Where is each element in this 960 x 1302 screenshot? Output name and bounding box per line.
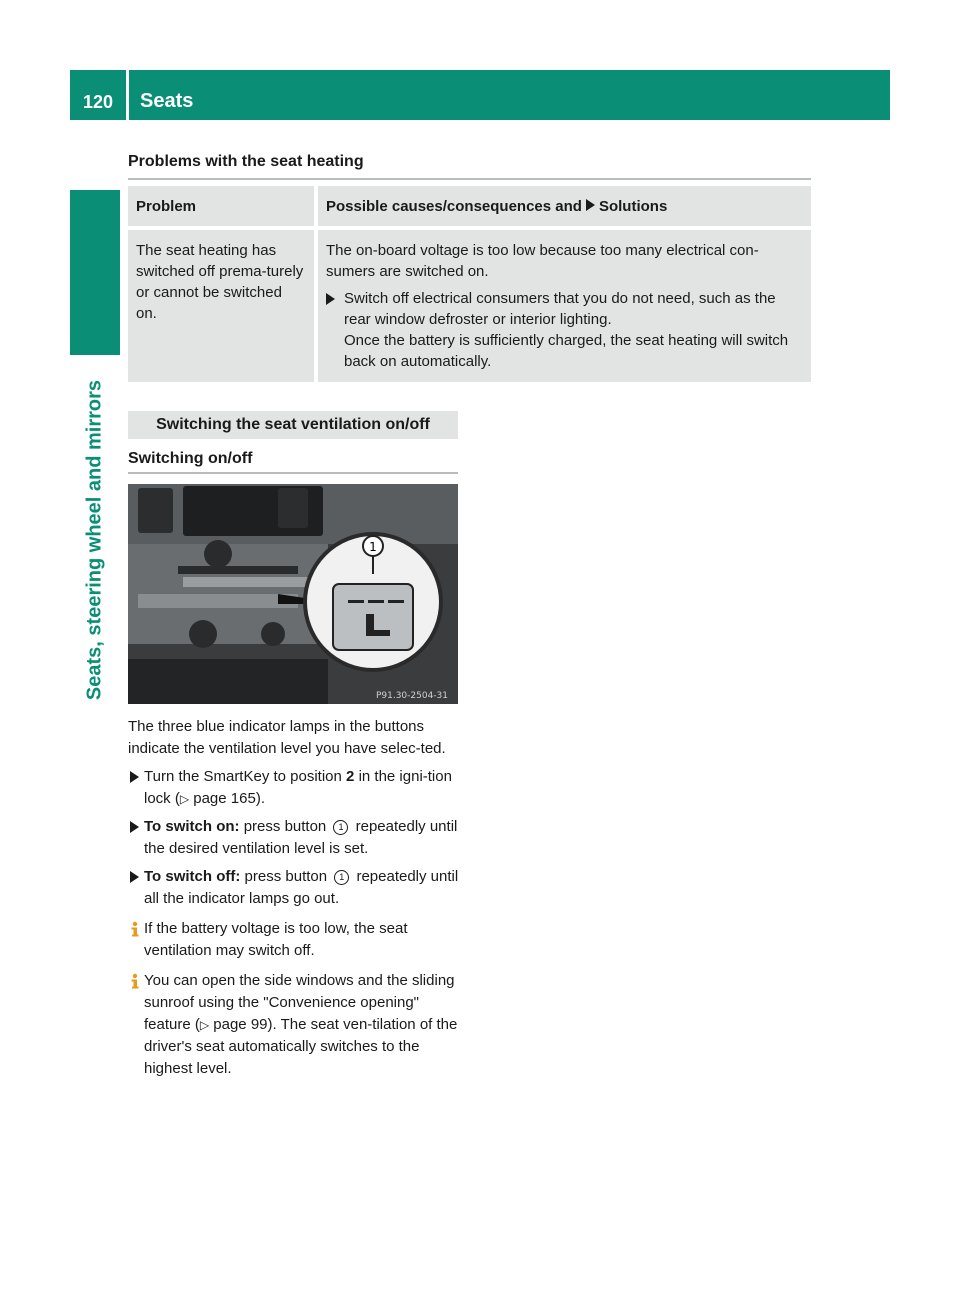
subsection-rule [128,472,458,474]
figure-callout-1: 1 [369,540,377,554]
step-2 [128,816,463,860]
col-header-causes [316,186,811,228]
ventilation-body [128,716,463,1086]
table-header-row [128,186,811,228]
step-2-text-a: press button [243,818,327,835]
table-row [128,228,811,382]
page-number: 120 [82,92,114,112]
step-3 [128,866,463,910]
header-divider [126,70,129,120]
info-note-2-text-b: ). The seat ven-tilation of the driver's seat automatically switches to the highest level. [144,1016,458,1077]
step-1-text-b: in the igni-tion lock ( [144,768,452,807]
page-ref-triangle-icon: ▷ [179,792,190,806]
side-chapter-label: Seats, steering wheel and mirrors [83,379,106,701]
figure-code: P91.30-2504-31 [375,691,448,701]
step-2-text-b: repeatedly until the desired ventilation level is set. [144,818,458,857]
triangle-right-icon [586,199,595,211]
triangle-right-icon [130,871,139,883]
chapter-title: Seats [140,90,194,112]
info-note-1-text: If the battery voltage is too low, the seat ventilation may switch off. [144,920,408,959]
triangle-right-icon [326,293,335,305]
dashboard-photo [128,484,458,704]
step-1-position: 2 [346,768,355,785]
page-ref-triangle-icon: ▷ [199,1018,210,1032]
info-i-icon [128,973,142,989]
step-1 [128,766,463,810]
info-note-2 [128,970,463,1080]
section-title-problems: Problems with the seat heating [128,153,364,170]
side-tab-marker [70,190,120,355]
solution-note-text: Once the battery is sufficiently charged, the seat heating will switch back on automatically. [344,332,789,370]
section-banner-ventilation: Switching the seat ventilation on/off [128,411,458,439]
cause-text: The on-board voltage is too low because too many electrical con-sumers are switched on. [326,242,759,280]
circled-number-icon: 1 [334,870,349,885]
intro-paragraph: The three blue indicator lamps in the buttons indicate the ventilation level you have selec-ted. [128,718,446,757]
circled-number-icon: 1 [333,820,348,835]
cell-causes [316,228,811,382]
step-3-text-a: press button [244,868,328,885]
col-header-problem: Problem [128,186,316,228]
problems-table [128,186,811,382]
info-note-2-text-a: You can open the side windows and the sliding sunroof using the "Convenience opening" feature ( [144,972,455,1033]
col-header-solutions-text: Solutions [598,197,668,215]
page-ref-link-99[interactable]: page 99 [213,1016,268,1033]
solution-step-text: Switch off electrical consumers that you do not need, such as the rear window defroster or interior lighting. [344,290,776,328]
subsection-title: Switching on/off [128,450,253,467]
triangle-right-icon [130,821,139,833]
triangle-right-icon [130,771,139,783]
step-1-text-c: ). [255,790,265,807]
step-3-label: To switch off: [144,868,241,885]
section-rule [128,178,811,180]
info-note-1 [128,918,463,962]
solution-step [326,288,803,372]
col-header-causes-text: Possible causes/consequences and [326,197,582,215]
step-3-text-b: repeatedly until all the indicator lamps go out. [144,868,459,907]
step-2-label: To switch on: [144,818,240,835]
cell-problem: The seat heating has switched off prema-turely or cannot be switched on. [128,228,316,382]
info-i-icon [128,921,142,937]
step-1-text-a: Turn the SmartKey to position [144,768,342,785]
page-ref-link-165[interactable]: page 165 [193,790,256,807]
